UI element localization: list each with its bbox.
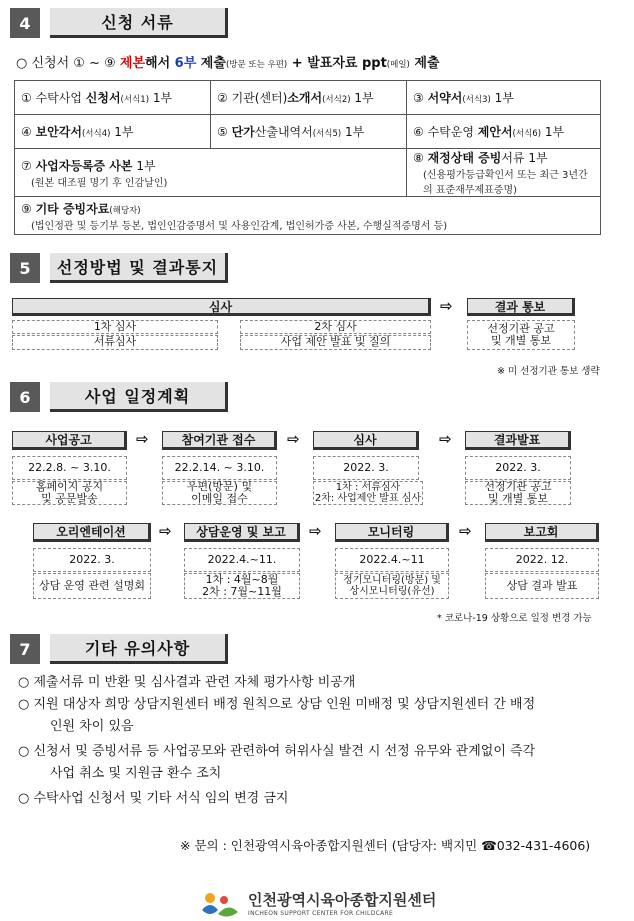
- stage2-title: 2차 심사: [240, 320, 431, 334]
- arrow-right-icon: ⇨: [159, 522, 172, 540]
- schedule-date-5: 2022. 3.: [33, 548, 151, 572]
- schedule-date-2: 22.2.14. ~ 3.10.: [162, 456, 277, 480]
- stage2-desc: 사업 제안 발표 및 질의: [240, 335, 431, 350]
- arrow-right-icon: ⇨: [440, 297, 453, 315]
- stage1-title: 1차 심사: [12, 320, 218, 334]
- schedule-head-2: 참여기관 접수: [162, 431, 277, 450]
- schedule-date-8: 2022. 12.: [485, 548, 599, 572]
- doc-1: ① 수탁사업 신청서(서식1) 1부: [15, 81, 211, 115]
- section5-note: ※ 미 선정기관 통보 생략: [497, 366, 600, 377]
- documents-table: [14, 80, 601, 235]
- schedule-date-6: 2022.4.~11.: [184, 548, 300, 572]
- schedule-head-1: 사업공고: [12, 431, 127, 450]
- doc-7: ⑦ 사업자등록증 사본 1부 (원본 대조필 명기 후 인감날인): [15, 149, 407, 197]
- doc-4: ④ 보안각서(서식4) 1부: [15, 115, 211, 149]
- schedule-desc-6: 1차 : 4월~8월 2차 : 7월~11월: [184, 573, 300, 599]
- section-5-header: [10, 253, 228, 283]
- footer-name-kr: 인천광역시육아종합지원센터: [248, 891, 437, 909]
- schedule-head-3: 심사: [313, 431, 419, 450]
- footer-logo: [198, 888, 436, 918]
- result-box: 선정기관 공고 및 개별 통보: [467, 320, 575, 350]
- arrow-right-icon: ⇨: [439, 430, 452, 448]
- section-number: 7: [10, 634, 40, 664]
- section6-note: * 코로나-19 상황으로 일정 변경 가능: [437, 613, 592, 624]
- schedule-head-6: 상담운영 및 보고: [184, 523, 300, 542]
- schedule-head-7: 모니터링: [335, 523, 449, 542]
- section-7-header: [10, 634, 228, 664]
- schedule-desc-7: 정기모니터링(방문) 및 상시모니터링(유선): [335, 573, 449, 599]
- stage1-desc: 서류심사: [12, 335, 218, 350]
- section-title: 기타 유의사항: [50, 634, 228, 664]
- section-number: 6: [10, 382, 40, 412]
- doc-8: ⑧ 재정상태 증빙서류 1부 (신용평가등급확인서 또는 최근 3년간의 표준재무제표증명): [407, 149, 601, 197]
- review-header: 심사: [12, 298, 431, 316]
- doc-5: ⑤ 단가산출내역서(서식5) 1부: [211, 115, 407, 149]
- doc-6: ⑥ 수탁운영 제안서(서식6) 1부: [407, 115, 601, 149]
- doc-2: ② 기관(센터)소개서(서식2) 1부: [211, 81, 407, 115]
- section-title: 사업 일정계획: [50, 382, 228, 412]
- schedule-desc-2: 우편(방문) 및 이메일 접수: [162, 481, 277, 505]
- section-number: 5: [10, 253, 40, 283]
- schedule-head-5: 오리엔테이션: [33, 523, 151, 542]
- notice-item-3: ○ 신청서 및 증빙서류 등 사업공모와 관련하여 허위사실 발견 시 선정 유무와 관계없이 즉각 사업 취소 및 지원금 환수 조치: [18, 744, 536, 781]
- arrow-right-icon: ⇨: [136, 430, 149, 448]
- section-4-header: [10, 8, 228, 38]
- section-6-header: [10, 382, 228, 412]
- doc-3: ③ 서약서(서식3) 1부: [407, 81, 601, 115]
- result-header: 결과 통보: [467, 298, 575, 316]
- schedule-desc-4: 선정기관 공고 및 개별 통보: [465, 481, 571, 505]
- arrow-right-icon: ⇨: [309, 522, 322, 540]
- schedule-desc-3: 1차 : 서류심사 2차: 사업제안 발표 심사: [314, 482, 422, 504]
- schedule-date-4: 2022. 3.: [465, 456, 571, 480]
- schedule-head-4: 결과발표: [465, 431, 571, 450]
- schedule-desc-8: 상담 결과 발표: [485, 573, 599, 599]
- center-logo-icon: [198, 888, 240, 918]
- section-title: 신청 서류: [50, 8, 228, 38]
- arrow-right-icon: ⇨: [287, 430, 300, 448]
- schedule-head-8: 보고회: [485, 523, 599, 542]
- submission-line: ○ 신청서 ① ~ ⑨ 제본해서 6부 제출(방문 또는 우편) + 발표자료 ppt(메일) 제출: [16, 56, 440, 71]
- doc-9: ⑨ 기타 증빙자료(해당자) (법인정관 및 등기부 등본, 법인인감증명서 및 사용인감계, 법인허가증 사본, 수행실적증명서 등): [15, 197, 601, 235]
- section-number: 4: [10, 8, 40, 38]
- schedule-desc-5: 상담 운영 관련 설명회: [33, 573, 151, 599]
- contact-info: ※ 문의 : 인천광역시육아종합지원센터 (담당자: 백지민 ☎032-431-4606): [180, 838, 591, 853]
- notice-item-4: ○ 수탁사업 신청서 및 기타 서식 임의 변경 금지: [18, 791, 289, 806]
- schedule-date-1: 22.2.8. ~ 3.10.: [12, 456, 127, 480]
- section-title: 선정방법 및 결과통지: [50, 253, 228, 283]
- notice-item-2: ○ 지원 대상자 희망 상담지원센터 배정 원칙으로 상담 인원 미배정 및 상담지원센터 간 배정 인원 차이 있음: [18, 697, 536, 734]
- arrow-right-icon: ⇨: [459, 522, 472, 540]
- notice-item-1: ○ 제출서류 미 반환 및 심사결과 관련 자체 평가사항 비공개: [18, 675, 356, 690]
- schedule-date-3: 2022. 3.: [313, 456, 419, 480]
- schedule-date-7: 2022.4.~11: [335, 548, 449, 572]
- footer-name-en: INCHEON SUPPORT CENTER FOR CHILDCARE: [248, 910, 394, 917]
- schedule-desc-1: 홈페이지 공지 및 공문발송: [12, 481, 127, 505]
